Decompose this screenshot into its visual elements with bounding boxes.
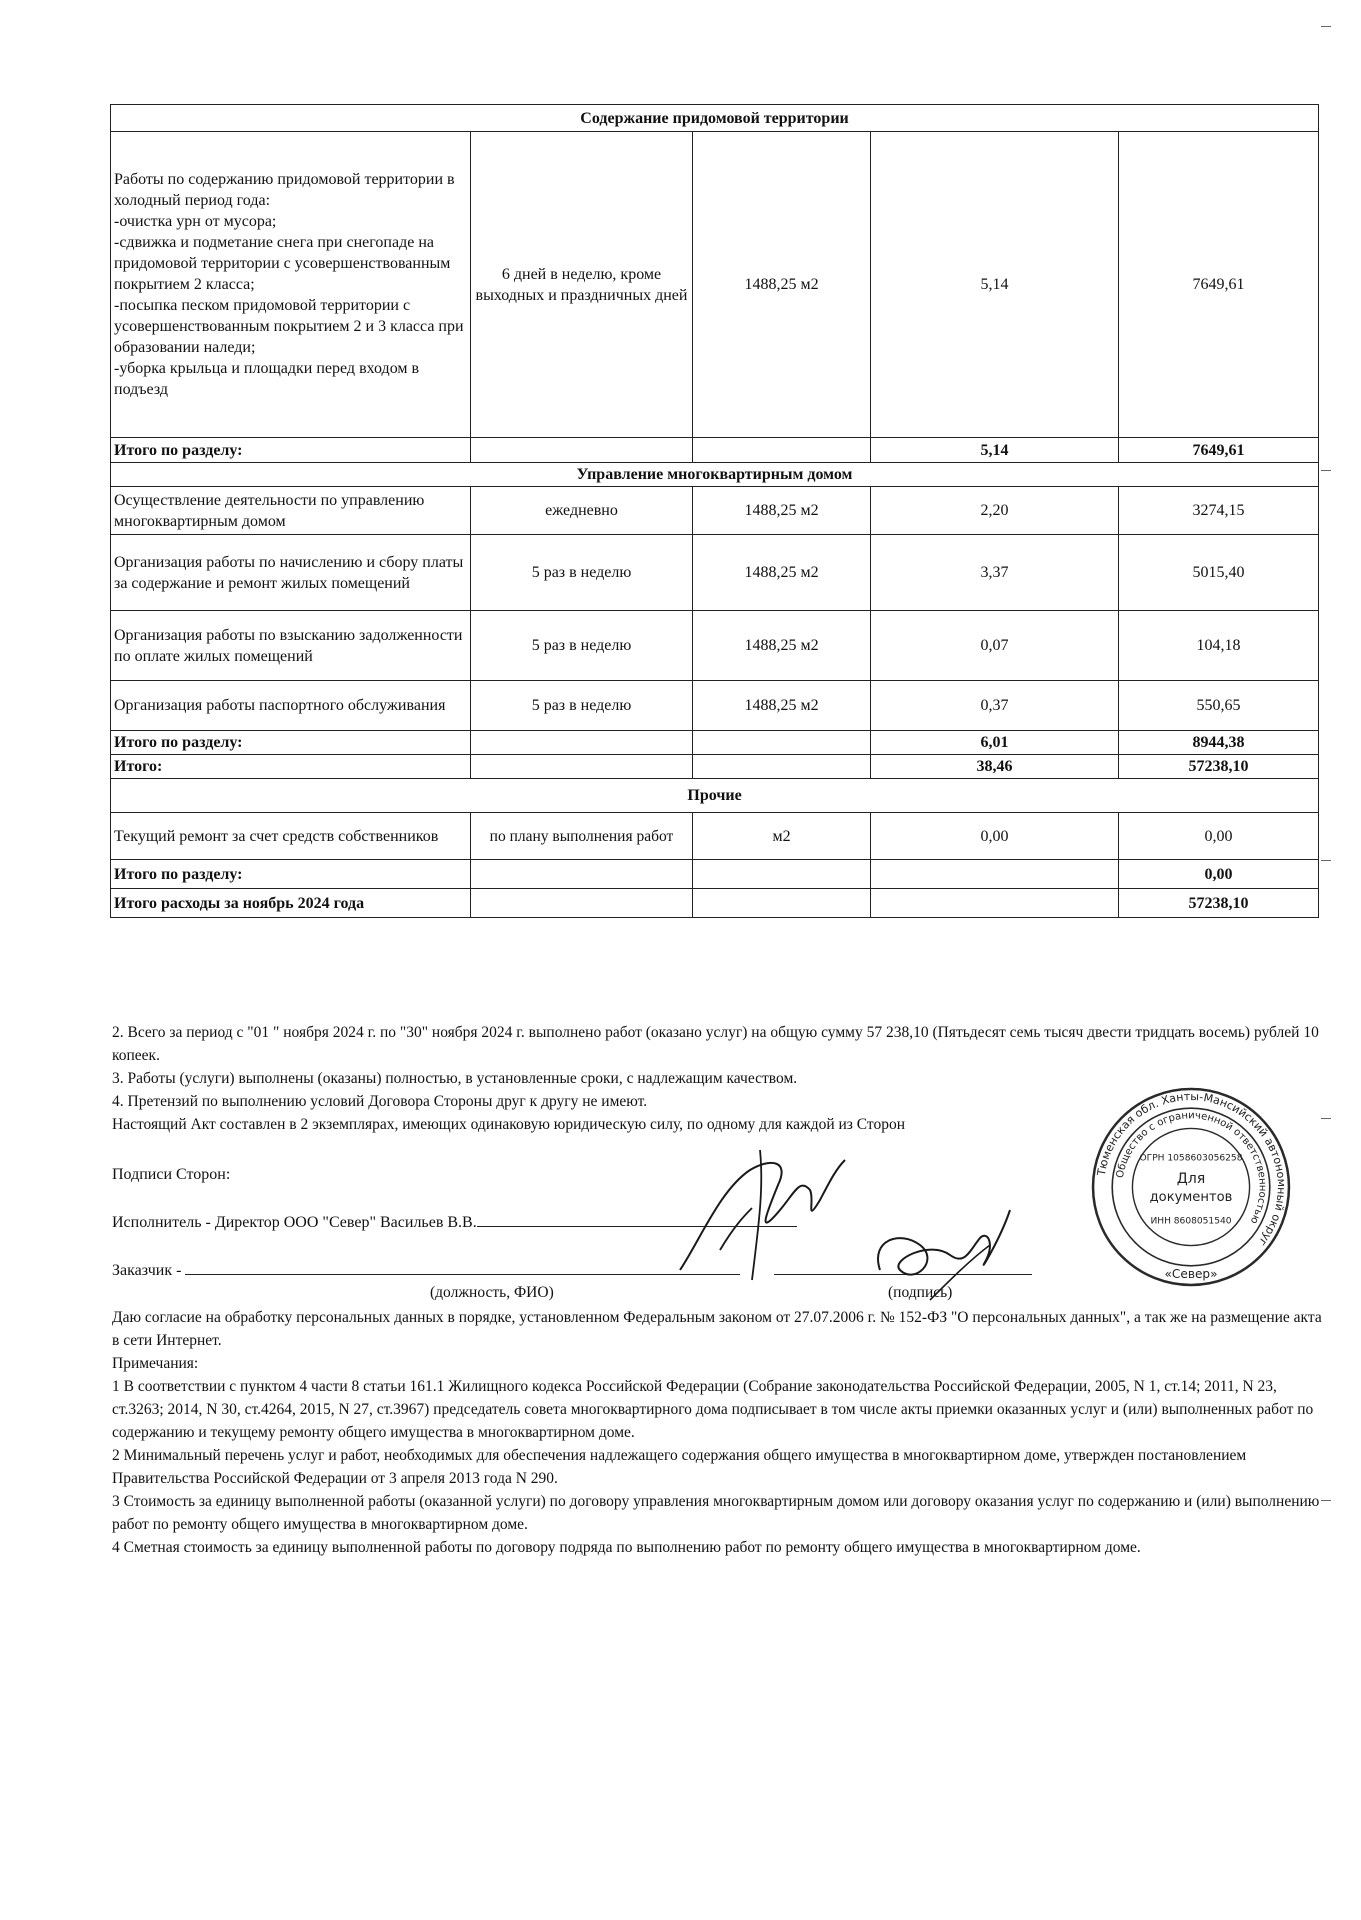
section-header-row [111,105,1319,132]
executor-label: Исполнитель - Директор ООО "Север" Васильев В.В. [112,1214,477,1231]
scan-edge-mark [1321,860,1331,861]
svg-text:Общество с ограниченной ответс [1115,1110,1268,1225]
subtotal-row [111,860,1319,889]
table-row [111,535,1319,611]
rate-cell: 0,07 [871,611,1119,681]
section-title: Прочие [111,779,1319,813]
final-total-sum: 57238,10 [1119,889,1319,918]
seal-center-line2: документов [1149,1190,1233,1206]
signature-hint: (подпись) [888,1284,953,1301]
table-row [111,681,1319,731]
grand-total-rate: 38,46 [871,755,1119,779]
signatures-heading: Подписи Сторон: [112,1166,231,1183]
table-row [111,487,1319,535]
total-cell: 550,65 [1119,681,1319,731]
seal-inn: ИНН 8608051540 [1150,1216,1232,1227]
subtotal-label: Итого по разделу: [111,438,471,463]
consent-text: Даю согласие на обработку персональных данных в порядке, установленном Федеральным законом от 27.07.2006 г. № 152-ФЗ "О персональных данных", а так же на размещение акта в сети Интернет. [112,1309,1322,1349]
subtotal-row [111,438,1319,463]
customer-signature-icon [860,1200,1020,1310]
rate-cell: 3,37 [871,535,1119,611]
seal-ogrn: ОГРН 1058603056258 [1139,1153,1243,1164]
grand-total-row [111,755,1319,779]
table-row [111,132,1319,438]
seal-name: «Север» [1164,1266,1218,1281]
scan-edge-mark [1321,1118,1331,1119]
paragraph-total-amount: 2. Всего за период с "01 " ноября 2024 г. по "30" ноября 2024 г. выполнено работ (оказано услуг) на общую сумму 57 238,10 (Пятьдесят семь тысяч двести тридцать восемь) рублей 10 копеек. [112,1024,1319,1064]
scan-edge-mark [1321,1500,1331,1501]
rate-cell: 0,37 [871,681,1119,731]
subtotal-rate: 5,14 [871,438,1119,463]
notes-heading: Примечания: [112,1355,199,1372]
work-description: Осуществление деятельности по управлению многоквартирным домом [111,487,471,535]
final-total-label: Итого расходы за ноябрь 2024 года [111,889,471,918]
total-cell: 104,18 [1119,611,1319,681]
periodicity-cell: 5 раз в неделю [471,611,693,681]
work-description: Организация работы по начислению и сбору платы за содержание и ремонт жилых помещений [111,535,471,611]
section-title: Управление многоквартирным домом [111,463,1319,487]
subtotal-label: Итого по разделу: [111,860,471,889]
rate-cell: 2,20 [871,487,1119,535]
company-seal-icon [1090,1086,1292,1288]
total-cell: 5015,40 [1119,535,1319,611]
paragraph-copies: Настоящий Акт составлен в 2 экземплярах, имеющих одинаковую юридическую силу, по одному для каждой из Сторон [112,1116,906,1133]
executor-signature-icon [660,1130,860,1290]
customer-label: Заказчик - [112,1262,182,1279]
subtotal-row [111,731,1319,755]
rate-cell: 0,00 [871,813,1119,860]
area-cell: 1488,25 м2 [693,681,871,731]
work-description: Текущий ремонт за счет средств собственников [111,813,471,860]
section-title: Содержание придомовой территории [111,105,1319,132]
periodicity-cell: 5 раз в неделю [471,681,693,731]
work-description: Организация работы паспортного обслуживания [111,681,471,731]
periodicity-cell: ежедневно [471,487,693,535]
total-cell: 7649,61 [1119,132,1319,438]
subtotal-total: 7649,61 [1119,438,1319,463]
paragraph-quality: 3. Работы (услуги) выполнены (оказаны) полностью, в установленные сроки, с надлежащим качеством. [112,1070,798,1087]
periodicity-cell: 6 дней в неделю, кроме выходных и праздничных дней [471,132,693,438]
total-cell: 3274,15 [1119,487,1319,535]
work-description: Работы по содержанию придомовой территории в холодный период года: -очистка урн от мусора; -сдвижка и подметание снега при снегопаде на придомовой территории с усовершенствованным покрытием 2 класса; -посыпка песком придомовой территории с усовершенствованным покрытием 2 и 3 класса при образовании наледи; -уборка крыльца и площадки перед входом в подъезд [111,132,471,438]
paragraph-no-claims: 4. Претензий по выполнению условий Договора Стороны друг к другу не имеют. [112,1093,648,1110]
consent-block [112,1306,1322,1559]
area-cell: 1488,25 м2 [693,535,871,611]
table-row [111,813,1319,860]
subtotal-label: Итого по разделу: [111,731,471,755]
seal-middle-text: Общество с ограниченной ответственностью [1114,1110,1268,1226]
area-cell: 1488,25 м2 [693,611,871,681]
total-cell: 0,00 [1119,813,1319,860]
note-item: 2 Минимальный перечень услуг и работ, необходимых для обеспечения надлежащего содержания общего имущества в многоквартирном доме, утвержден постановлением Правительства Российской Федерации от 3 апреля 2013 года N 290. [112,1447,1247,1487]
note-item: 4 Сметная стоимость за единицу выполненной работы по договору подряда по выполнению работ по ремонту общего имущества в многоквартирном доме. [112,1539,1141,1556]
note-item: 1 В соответствии с пунктом 4 части 8 статьи 161.1 Жилищного кодекса Российской Федерации (Собрание законодательства Российской Федерации, 2005, N 1, ст.14; 2011, N 23, ст.3263; 2014, N 30, ст.4264, 2015, N 27, ст.3967) председатель совета многоквартирного дома подписывает в том числе акты приемки оказанных услуг и (или) выполненных работ по содержанию и текущему ремонту общего имущества в многоквартирном доме. [112,1378,1314,1441]
rate-cell: 5,14 [871,132,1119,438]
periodicity-cell: 5 раз в неделю [471,535,693,611]
periodicity-cell: по плану выполнения работ [471,813,693,860]
note-item: 3 Стоимость за единицу выполненной работы (оказанной услуги) по договору управления многоквартирным домом или договору оказания услуг по содержанию и (или) выполнению работ по ремонту общего имущества в многоквартирном доме. [112,1493,1320,1533]
grand-total-sum: 57238,10 [1119,755,1319,779]
grand-total-label: Итого: [111,755,471,779]
seal-outer-text: Тюменская обл. Ханты-Мансийский автономный округ [1094,1090,1288,1249]
section-header-row [111,463,1319,487]
seal-center-line1: Для [1176,1170,1206,1187]
scan-edge-mark [1321,470,1331,471]
position-hint: (должность, ФИО) [430,1284,554,1301]
area-cell: 1488,25 м2 [693,487,871,535]
section-header-row [111,779,1319,813]
area-cell: м2 [693,813,871,860]
services-table [110,104,1319,918]
work-description: Организация работы по взысканию задолженности по оплате жилых помещений [111,611,471,681]
subtotal-total: 8944,38 [1119,731,1319,755]
table-row [111,611,1319,681]
subtotal-rate: 6,01 [871,731,1119,755]
area-cell: 1488,25 м2 [693,132,871,438]
scan-edge-mark [1321,26,1331,27]
subtotal-total: 0,00 [1119,860,1319,889]
final-total-row [111,889,1319,918]
